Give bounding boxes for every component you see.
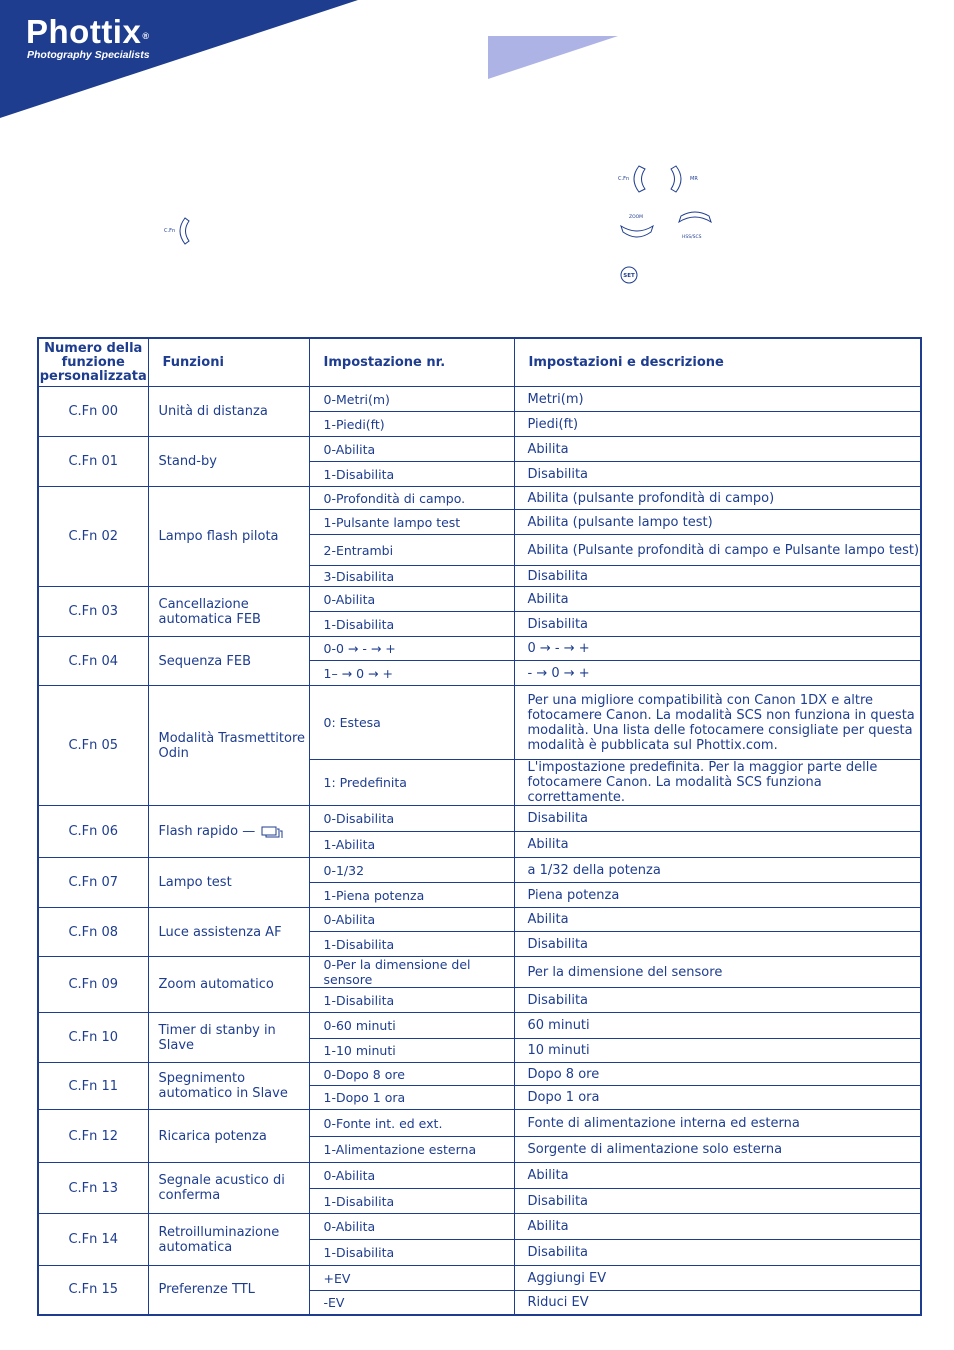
cell-function-number: C.Fn 04 — [38, 637, 148, 686]
cell-description: Abilita — [514, 1163, 921, 1189]
cell-description: Abilita — [514, 587, 921, 612]
cell-setting: 1– → 0 → + — [309, 661, 514, 686]
cell-function-number: C.Fn 07 — [38, 858, 148, 908]
cell-function-name — [148, 1110, 309, 1163]
cell-function-name — [148, 686, 309, 806]
cell-function-name — [148, 587, 309, 637]
cell-description: Fonte di alimentazione interna ed esterna — [514, 1110, 921, 1137]
cell-description: Abilita (Pulsante profondità di campo e Pulsante lampo test) — [514, 535, 921, 566]
cell-description: - → 0 → + — [514, 661, 921, 686]
cell-description: Sorgente di alimentazione solo esterna — [514, 1137, 921, 1163]
cell-setting: 1-Abilita — [309, 832, 514, 858]
cell-description: Disabilita — [514, 988, 921, 1013]
table-row — [38, 587, 921, 612]
function-name-text: Zoom automatico — [158, 977, 274, 992]
cell-setting: 1-Disabilita — [309, 462, 514, 487]
table-row — [38, 1163, 921, 1189]
cell-function-number: C.Fn 10 — [38, 1013, 148, 1063]
cell-function-number: C.Fn 05 — [38, 686, 148, 806]
cell-description: Abilita (pulsante profondità di campo) — [514, 487, 921, 510]
hss-scs-dial-icon — [676, 210, 716, 244]
cell-description: Per una migliore compatibilità con Canon 1DX e altre fotocamere Canon. La modalità SCS non funziona in questa modalità. Una lista delle fotocamere consigliate per questa modalità è pubblicata sul Phottix.com. — [514, 686, 921, 760]
cell-setting: 1-Disabilita — [309, 988, 514, 1013]
cell-function-name — [148, 1163, 309, 1214]
cell-function-number: C.Fn 11 — [38, 1063, 148, 1110]
cell-function-name — [148, 1266, 309, 1315]
cell-description: Disabilita — [514, 566, 921, 587]
continuous-shooting-icon — [261, 825, 283, 839]
cell-function-name — [148, 637, 309, 686]
table-row — [38, 1063, 921, 1086]
table-row — [38, 1013, 921, 1039]
cell-setting: 0-Abilita — [309, 1214, 514, 1240]
cell-function-number: C.Fn 13 — [38, 1163, 148, 1214]
header-function-number: Numero della funzione personalizzata — [38, 338, 148, 387]
cell-description: Aggiungi EV — [514, 1266, 921, 1291]
cell-setting: 0-Disabilita — [309, 806, 514, 832]
svg-text:C.Fn: C.Fn — [618, 176, 630, 182]
svg-text:C.Fn: C.Fn — [164, 228, 176, 234]
cell-setting: 0-Abilita — [309, 437, 514, 462]
table-row — [38, 1214, 921, 1240]
cell-function-number: C.Fn 02 — [38, 487, 148, 587]
function-name-text: Modalità Trasmettitore Odin — [158, 730, 305, 761]
cell-setting: 0-60 minuti — [309, 1013, 514, 1039]
cell-setting: 0-0 → - → + — [309, 637, 514, 661]
cell-description: Disabilita — [514, 462, 921, 487]
function-name-text: Retroilluminazione automatica — [158, 1224, 280, 1255]
cell-setting: 1-Pulsante lampo test — [309, 510, 514, 535]
function-name-text: Segnale acustico di conferma — [158, 1173, 285, 1203]
cell-description: Abilita (pulsante lampo test) — [514, 510, 921, 535]
function-name-text: Lampo test — [158, 875, 232, 890]
cell-function-number: C.Fn 12 — [38, 1110, 148, 1163]
cell-setting: -EV — [309, 1291, 514, 1315]
cell-description: Abilita — [514, 832, 921, 858]
decorative-wedge — [488, 36, 620, 80]
cell-setting: 1-Disabilita — [309, 612, 514, 637]
cell-description: Piedi(ft) — [514, 412, 921, 437]
cell-setting: 0-Metri(m) — [309, 387, 514, 412]
cell-description: Riduci EV — [514, 1291, 921, 1315]
svg-text:MR: MR — [690, 176, 698, 182]
function-name-text: Ricarica potenza — [158, 1128, 267, 1144]
set-button-icon — [619, 265, 639, 285]
cell-function-name — [148, 1013, 309, 1063]
cell-description: Disabilita — [514, 806, 921, 832]
cell-setting: 2-Entrambi — [309, 535, 514, 566]
cell-description: 60 minuti — [514, 1013, 921, 1039]
cell-description: L'impostazione predefinita. Per la maggior parte delle fotocamere Canon. La modalità SCS funziona correttamente. — [514, 760, 921, 806]
brand-tagline: Photography Specialists — [27, 49, 150, 61]
cell-function-number: C.Fn 14 — [38, 1214, 148, 1266]
function-name-text: Unità di distanza — [158, 404, 268, 419]
cell-description: a 1/32 della potenza — [514, 858, 921, 883]
function-name-text: Stand-by — [158, 454, 217, 469]
cell-setting: 1-Dopo 1 ora — [309, 1086, 514, 1110]
table-row — [38, 637, 921, 661]
cell-setting: 0-Abilita — [309, 587, 514, 612]
cell-description: Piena potenza — [514, 883, 921, 908]
function-name-text: Timer di stanby in Slave — [158, 1022, 276, 1053]
cell-function-number: C.Fn 06 — [38, 806, 148, 858]
cell-setting: 0-1/32 — [309, 858, 514, 883]
table-row — [38, 957, 921, 988]
cell-setting: 3-Disabilita — [309, 566, 514, 587]
cell-function-number: C.Fn 00 — [38, 387, 148, 437]
zoom-dial-icon — [618, 212, 656, 242]
function-name-text: Lampo flash pilota — [158, 529, 279, 544]
function-name-text: Preferenze TTL — [158, 1282, 255, 1298]
cell-setting: 1: Predefinita — [309, 760, 514, 806]
cell-function-number: C.Fn 03 — [38, 587, 148, 637]
cell-setting: 1-Disabilita — [309, 1189, 514, 1214]
function-name-text: Sequenza FEB — [158, 653, 252, 669]
cell-setting: 1-10 minuti — [309, 1039, 514, 1063]
cell-function-number: C.Fn 15 — [38, 1266, 148, 1315]
svg-text:ZOOM: ZOOM — [629, 215, 644, 220]
brand-logo: Phottix® — [26, 13, 150, 50]
table-row — [38, 858, 921, 883]
cell-function-name — [148, 908, 309, 957]
cell-setting: 0-Fonte int. ed ext. — [309, 1110, 514, 1137]
cell-description: Disabilita — [514, 932, 921, 957]
cell-function-name — [148, 437, 309, 487]
table-row — [38, 908, 921, 932]
cell-setting: 1-Disabilita — [309, 932, 514, 957]
cell-function-name — [148, 957, 309, 1013]
cell-setting: 0-Dopo 8 ore — [309, 1063, 514, 1086]
cell-setting: 0-Per la dimensione del sensore — [309, 957, 514, 988]
cell-function-name — [148, 858, 309, 908]
cell-description: Abilita — [514, 1214, 921, 1240]
cell-setting: 0-Abilita — [309, 1163, 514, 1189]
svg-text:HSS/SCS: HSS/SCS — [682, 235, 702, 240]
table-row — [38, 686, 921, 760]
header-setting-description: Impostazioni e descrizione — [514, 338, 921, 387]
cell-setting: 1-Disabilita — [309, 1240, 514, 1266]
cell-description: Dopo 8 ore — [514, 1063, 921, 1086]
cfn-dial-icon-right-panel — [617, 164, 653, 194]
table-row — [38, 806, 921, 832]
table-body — [38, 387, 921, 1315]
cell-function-number: C.Fn 01 — [38, 437, 148, 487]
function-name-text: Luce assistenza AF — [158, 924, 282, 940]
cell-description: Abilita — [514, 908, 921, 932]
mr-dial-icon — [670, 164, 706, 194]
cell-function-name — [148, 387, 309, 437]
header-functions: Funzioni — [148, 338, 309, 387]
cell-description: 10 minuti — [514, 1039, 921, 1063]
cfn-dial-icon — [163, 216, 195, 246]
cell-setting: 0: Estesa — [309, 686, 514, 760]
cell-function-number: C.Fn 09 — [38, 957, 148, 1013]
cell-function-name — [148, 1063, 309, 1110]
cell-setting: 1-Piena potenza — [309, 883, 514, 908]
table-header-row — [38, 338, 921, 387]
custom-functions-table — [37, 337, 922, 1316]
svg-text:SET: SET — [623, 273, 635, 279]
function-name-text: Cancellazione automatica FEB — [158, 596, 261, 627]
cell-description: Abilita — [514, 437, 921, 462]
cell-description: Dopo 1 ora — [514, 1086, 921, 1110]
cell-description: Disabilita — [514, 1189, 921, 1214]
table-row — [38, 437, 921, 462]
cell-setting: +EV — [309, 1266, 514, 1291]
function-name-text: Spegnimento automatico in Slave — [158, 1071, 288, 1101]
cell-description: Disabilita — [514, 612, 921, 637]
table-row — [38, 1110, 921, 1137]
cell-description: 0 → - → + — [514, 637, 921, 661]
cell-setting: 1-Alimentazione esterna — [309, 1137, 514, 1163]
table-row — [38, 487, 921, 510]
cell-function-name — [148, 806, 309, 858]
cell-function-number: C.Fn 08 — [38, 908, 148, 957]
table-row — [38, 1266, 921, 1291]
cell-setting: 0-Abilita — [309, 908, 514, 932]
cell-setting: 0-Profondità di campo. — [309, 487, 514, 510]
cell-function-name — [148, 487, 309, 587]
cell-description: Metri(m) — [514, 387, 921, 412]
cell-function-name — [148, 1214, 309, 1266]
cell-setting: 1-Piedi(ft) — [309, 412, 514, 437]
cell-description: Disabilita — [514, 1240, 921, 1266]
table-row — [38, 387, 921, 412]
function-name-text: Flash rapido — — [158, 824, 256, 839]
cell-description: Per la dimensione del sensore — [514, 957, 921, 988]
header-setting-number: Impostazione nr. — [309, 338, 514, 387]
